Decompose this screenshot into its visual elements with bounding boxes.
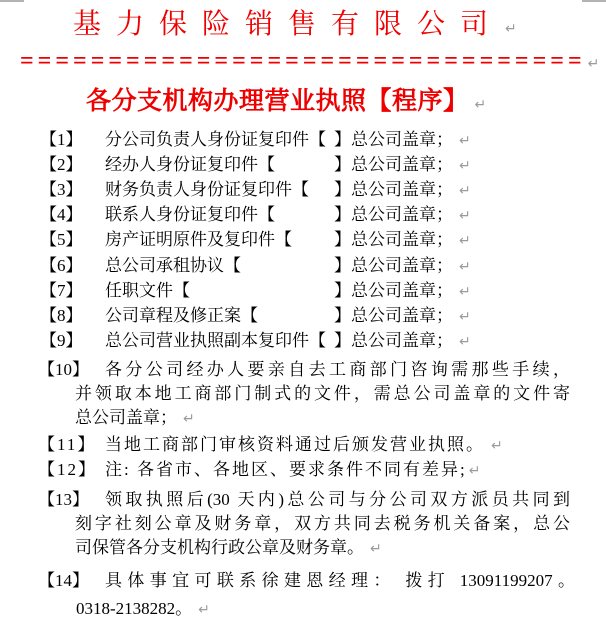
item-text: 具体事宜可联系徐建恩经理： 拨打 13091199207。 <box>105 571 575 590</box>
item-text-after: 】总公司盖章； <box>334 230 453 249</box>
item-text: 领取执照后(30 天内)总公司与分公司双方派员共同到 <box>105 490 570 509</box>
item-text-before: 任职文件【 <box>105 281 190 300</box>
item-text: 刻字社刻公章及财务章，双方共同去税务机关备案，总公 <box>75 514 570 533</box>
paragraph-mark: ↵ <box>468 463 481 479</box>
item-text-after: 】总公司盖章； <box>334 281 453 300</box>
red-double-divider <box>20 49 599 76</box>
paragraph-mark: ↵ <box>459 158 471 174</box>
item-text: 注: 各省市、各地区、要求条件不同有差异; <box>105 460 467 479</box>
item-text-before: 财务负责人身份证复印件【 <box>105 180 309 199</box>
list-item-10-line-3 <box>75 407 195 430</box>
list-item-12 <box>38 459 480 482</box>
item-number: 【3】 <box>40 180 83 199</box>
item-number: 【14】 <box>38 571 89 590</box>
list-item-6 <box>40 255 471 278</box>
doc-subtitle-text: 各分支机构办理营业执照【程序】 <box>86 88 469 115</box>
list-item-1 <box>40 129 471 152</box>
item-text: 司保管各分支机构行政公章及财务章。 <box>75 538 364 557</box>
paragraph-mark: ↵ <box>459 183 471 199</box>
item-number: 【4】 <box>40 205 83 224</box>
company-title-text: 基力保险销售有限公司 <box>73 9 504 40</box>
paragraph-mark: ↵ <box>587 56 600 72</box>
paragraph-mark: ↵ <box>505 21 517 37</box>
list-item-7 <box>40 280 471 303</box>
paragraph-mark: ↵ <box>198 602 210 618</box>
list-item-14-line-2 <box>76 598 210 621</box>
list-item-13-line-3 <box>75 537 382 560</box>
text-boundary-mark-right <box>582 0 606 2</box>
item-text-after: 】总公司盖章； <box>334 180 453 199</box>
item-text-before: 房产证明原件及复印件【 <box>105 230 292 249</box>
list-item-8 <box>40 305 471 328</box>
item-text-before: 联系人身份证复印件【 <box>105 205 275 224</box>
item-text-before: 总公司营业执照副本复印件【 <box>105 331 326 350</box>
paragraph-mark: ↵ <box>459 309 471 325</box>
list-item-13-line-2 <box>75 513 570 535</box>
list-item-9 <box>40 330 471 353</box>
item-number: 【12】 <box>38 460 97 479</box>
doc-subtitle <box>86 87 486 120</box>
divider-text: ================================ <box>20 48 586 74</box>
list-item-11 <box>38 434 503 457</box>
paragraph-mark: ↵ <box>459 259 471 275</box>
item-number: 【10】 <box>38 360 89 379</box>
item-text: 总公司盖章； <box>75 408 177 427</box>
item-text-after: 】总公司盖章； <box>334 256 453 275</box>
item-number: 【7】 <box>40 281 83 300</box>
item-text: 各分公司经办人要亲自去工商部门咨询需那些手续， <box>105 360 570 379</box>
item-text-before: 总公司承租协议【 <box>105 256 241 275</box>
paragraph-mark: ↵ <box>474 97 487 113</box>
list-item-4 <box>40 204 471 227</box>
item-number: 【5】 <box>40 230 83 249</box>
list-item-10-line-1 <box>38 359 570 381</box>
item-number: 【8】 <box>40 306 83 325</box>
paragraph-mark: ↵ <box>459 233 471 249</box>
paragraph-mark: ↵ <box>459 133 471 149</box>
item-text-after: 】总公司盖章； <box>334 331 453 350</box>
text-boundary-mark-left <box>0 0 24 2</box>
list-item-5 <box>40 229 471 252</box>
item-number: 【6】 <box>40 256 83 275</box>
item-text-after: 】总公司盖章； <box>334 306 453 325</box>
item-text: 0318-2138282。 <box>76 599 193 618</box>
paragraph-mark: ↵ <box>459 208 471 224</box>
list-item-2 <box>40 154 471 177</box>
item-text: 当地工商部门审核资料通过后颁发营业执照。 <box>105 435 485 454</box>
item-text-before: 公司章程及修正案【 <box>105 306 258 325</box>
item-number: 【9】 <box>40 331 83 350</box>
list-item-10-line-2 <box>75 383 570 405</box>
list-item-14-line-1 <box>38 570 575 592</box>
company-title <box>73 8 517 46</box>
item-text-after: 】总公司盖章； <box>334 155 453 174</box>
item-number: 【2】 <box>40 155 83 174</box>
paragraph-mark: ↵ <box>491 438 503 454</box>
item-text-before: 经办人身份证复印件【 <box>105 155 275 174</box>
item-number: 【13】 <box>38 490 89 509</box>
item-text-after: 】总公司盖章； <box>334 205 453 224</box>
item-text-after: 】总公司盖章； <box>334 130 453 149</box>
item-number: 【1】 <box>40 130 83 149</box>
paragraph-mark: ↵ <box>459 284 471 300</box>
item-number: 【11】 <box>38 435 97 454</box>
paragraph-mark: ↵ <box>370 541 382 557</box>
paragraph-mark: ↵ <box>459 334 471 350</box>
item-text: 并领取本地工商部门制式的文件，需总公司盖章的文件寄 <box>75 384 570 403</box>
paragraph-mark: ↵ <box>183 411 195 427</box>
item-text-before: 分公司负责人身份证复印件【 <box>105 130 326 149</box>
list-item-13-line-1 <box>38 489 570 511</box>
list-item-3 <box>40 179 471 202</box>
